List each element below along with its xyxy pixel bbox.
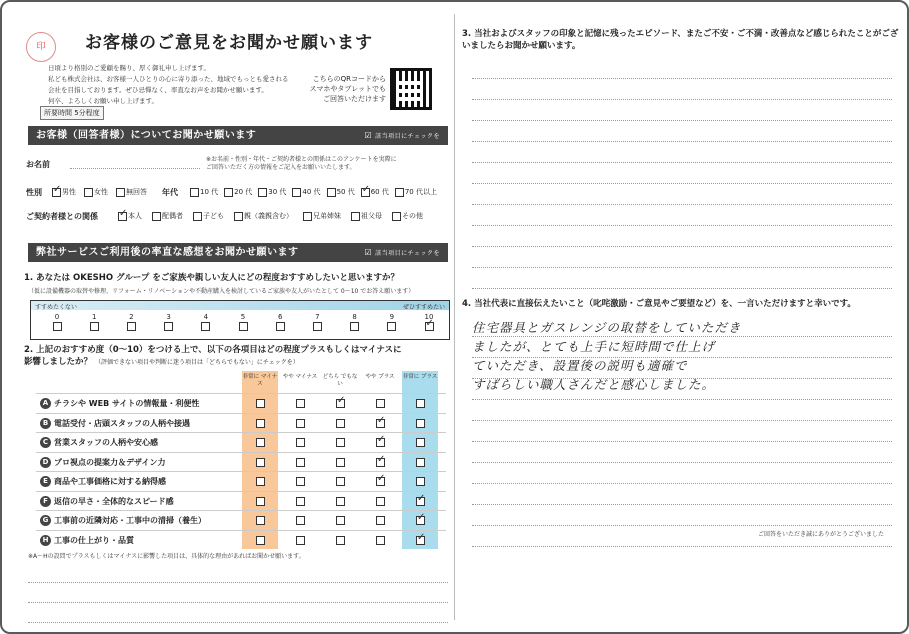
answer-line-q4[interactable]	[472, 504, 892, 505]
relation-option[interactable]	[392, 211, 423, 221]
relation-options	[118, 211, 423, 221]
name-label: お名前	[26, 160, 50, 169]
answer-line-q3[interactable]	[472, 204, 892, 205]
handwritten-line: すばらしい職人さんだと感心しました。	[472, 377, 716, 392]
age-options	[190, 187, 437, 197]
time-badge: 所要時間 5分程度	[40, 106, 104, 120]
relation-checkbox[interactable]	[234, 212, 243, 221]
scale-checkbox[interactable]	[350, 322, 359, 331]
rating-checkbox[interactable]	[376, 477, 385, 486]
rating-checkbox[interactable]	[256, 477, 265, 486]
rating-checkbox[interactable]	[256, 536, 265, 545]
answer-line-q4[interactable]	[472, 357, 892, 358]
scale-item[interactable]	[84, 313, 104, 331]
rating-row-text: 営業スタッフの人柄や安心感	[54, 438, 158, 447]
age-option[interactable]	[224, 187, 252, 197]
scale-right-label: ぜひすすめたい	[402, 304, 445, 311]
rating-checkbox[interactable]	[296, 458, 305, 467]
section-note: ☑ 該当項目にチェックを	[364, 243, 440, 263]
rating-checkbox[interactable]	[256, 419, 265, 428]
rating-header: 非常に プラス	[402, 374, 438, 380]
rating-checkbox[interactable]	[256, 497, 265, 506]
relation-option[interactable]	[351, 211, 382, 221]
answer-line-q3[interactable]	[472, 288, 892, 289]
rating-checkbox[interactable]	[416, 458, 425, 467]
answer-line-q4[interactable]	[472, 525, 892, 526]
rating-checkbox[interactable]	[376, 497, 385, 506]
question-2-title-cont: 影響しましたか？	[24, 357, 93, 367]
question-2	[24, 344, 448, 369]
answer-line-q3[interactable]	[472, 246, 892, 247]
rating-checkbox[interactable]	[296, 438, 305, 447]
rating-row-label	[40, 418, 190, 429]
rating-checkbox[interactable]	[336, 438, 345, 447]
gender-option-label: 女性	[94, 188, 108, 196]
qr-text-line: こちらのQRコードから	[312, 75, 386, 83]
age-option-label: 30 代	[268, 188, 287, 196]
relation-checkbox[interactable]	[392, 212, 401, 221]
rating-row-text: 電話受付・店頭スタッフの人柄や接遇	[54, 418, 190, 428]
scale-value: 3	[166, 313, 171, 321]
relation-option[interactable]	[152, 211, 183, 221]
gender-option[interactable]	[116, 187, 147, 197]
age-checkbox[interactable]	[258, 188, 267, 197]
question-3: 3. 当社およびスタッフの印象と記憶に残ったエピソード、またご不安・ご不満・改善点など感じられたことがございましたらお聞かせ願います。	[462, 29, 899, 51]
scale-value: 6	[277, 313, 283, 321]
age-option[interactable]	[361, 187, 389, 197]
age-option-label: 10 代	[200, 188, 219, 196]
rating-checkbox[interactable]	[336, 477, 345, 486]
rating-key-icon: B	[40, 418, 51, 429]
rating-checkbox[interactable]	[416, 399, 425, 408]
name-note	[206, 156, 446, 172]
answer-line-q3[interactable]	[472, 78, 892, 79]
rating-row-label	[40, 496, 174, 507]
age-option[interactable]	[258, 187, 286, 197]
age-checkbox[interactable]	[361, 188, 370, 197]
question-1-sub: （仮に設備機器の取替や修理、リフォーム・リノベーションや不動産購入を検討しているご家族や友人がいたとして 0〜10 でお答え願います）	[28, 288, 415, 295]
comment-line[interactable]	[28, 622, 448, 623]
answer-line-q4[interactable]	[472, 336, 892, 337]
page-divider	[454, 14, 455, 620]
rating-checkbox[interactable]	[376, 419, 385, 428]
scale-checkbox[interactable]	[387, 322, 396, 331]
scale-item[interactable]	[345, 313, 365, 331]
qr-text-line: ご回答いただけます	[323, 95, 386, 103]
comment-line[interactable]	[28, 602, 448, 603]
rating-checkbox[interactable]	[416, 438, 425, 447]
question-1-title: 1. あなたは OKESHO グループ をご家族や親しい友人にどの程度おすすめしたいと思いますか？	[24, 273, 399, 283]
rating-checkbox[interactable]	[416, 536, 425, 545]
scale-checkbox[interactable]	[164, 322, 173, 331]
rating-header: どちら でもない	[322, 374, 358, 387]
relation-option-label: 子ども	[203, 212, 224, 220]
rating-row-text: 工事前の近隣対応・工事中の清掃（養生）	[54, 516, 206, 525]
scale-item[interactable]	[382, 313, 402, 331]
qr-code-icon[interactable]	[390, 68, 432, 110]
rating-checkbox[interactable]	[416, 419, 425, 428]
rating-row	[36, 432, 446, 452]
intro-line: 私ども株式会社は、お客様一人ひとりの心に寄り添った、地域でもっとも愛される	[48, 75, 289, 83]
handwritten-line: ましたが、とても上手に短時間で仕上げ	[472, 339, 716, 354]
qr-text	[306, 74, 386, 104]
handwritten-line: 住宅器具とガスレンジの取替をしていただき	[472, 320, 742, 335]
rating-checkbox[interactable]	[336, 458, 345, 467]
name-note-line: ※お名前・性別・年代・ご契約者様との関係はこのアンケートを実際に	[206, 156, 397, 163]
rating-row	[36, 393, 446, 413]
relation-checkbox[interactable]	[351, 212, 360, 221]
scale-checkbox[interactable]	[313, 322, 322, 331]
answer-line-q4[interactable]	[472, 378, 892, 379]
age-option-label: 20 代	[234, 188, 253, 196]
age-option[interactable]	[292, 187, 320, 197]
scale-value: 10	[424, 313, 434, 321]
rating-checkbox[interactable]	[416, 497, 425, 506]
scale-value: 9	[389, 313, 395, 321]
rating-row-text: 商品や工事価格に対する納得感	[54, 477, 166, 486]
scale-item[interactable]	[159, 313, 179, 331]
intro-line: 日頃より格別のご愛顧を賜り、厚く御礼申し上げます。	[48, 64, 210, 72]
rating-header: やや マイナス	[282, 374, 318, 380]
question-1	[24, 272, 448, 284]
scale-item[interactable]	[233, 313, 253, 331]
rating-checkbox[interactable]	[296, 477, 305, 486]
scale-checkbox[interactable]	[276, 322, 285, 331]
relation-option[interactable]	[234, 211, 293, 221]
scale-left-label: すすめたくない	[35, 304, 78, 311]
age-checkbox[interactable]	[190, 188, 199, 197]
rating-row-text: 返信の早さ・全体的なスピード感	[54, 496, 174, 506]
intro-line: 会社を目指しております。ぜひ忌憚なく、率直なお声をお聞かせ願います。	[48, 86, 268, 94]
rating-checkbox[interactable]	[296, 497, 305, 506]
rating-checkbox[interactable]	[296, 536, 305, 545]
right-page	[462, 6, 898, 628]
rating-checkbox[interactable]	[336, 419, 345, 428]
scale-item[interactable]	[47, 313, 67, 331]
rating-checkbox[interactable]	[296, 516, 305, 525]
scale-value: 4	[203, 313, 209, 321]
scale-value: 0	[54, 313, 60, 321]
scale-checkbox[interactable]	[53, 322, 62, 331]
rating-row	[36, 471, 446, 491]
rating-checkbox[interactable]	[376, 516, 385, 525]
rating-row-label	[40, 515, 206, 526]
rating-checkbox[interactable]	[416, 477, 425, 486]
section-band-service	[28, 243, 448, 262]
scale-checkbox[interactable]	[90, 322, 99, 331]
answer-line-q4[interactable]	[472, 546, 892, 547]
relation-checkbox[interactable]	[118, 212, 127, 221]
relation-option-label: 親（義親含む）	[244, 212, 293, 220]
comment-line[interactable]	[28, 582, 448, 583]
rating-checkbox[interactable]	[376, 458, 385, 467]
rating-checkbox[interactable]	[336, 497, 345, 506]
rating-key-icon: A	[40, 398, 51, 409]
scale-item[interactable]	[270, 313, 290, 331]
section-note: ☑ 該当項目にチェックを	[364, 126, 440, 146]
section-title: 弊社サービスご利用後の率直な感想をお聞かせ願います	[36, 247, 299, 258]
gender-option[interactable]	[84, 187, 108, 197]
answer-line-q3[interactable]	[472, 141, 892, 142]
thanks-text: ご回答をいただき誠にありがとうございました	[757, 531, 884, 538]
answer-line-q3[interactable]	[472, 225, 892, 226]
gender-label: 性別	[26, 188, 42, 197]
gender-option-label: 無回答	[126, 188, 147, 196]
rating-key-icon: H	[40, 535, 51, 546]
rating-row-label	[40, 457, 165, 468]
scale-value: 7	[315, 313, 320, 321]
answer-line-q3[interactable]	[472, 162, 892, 163]
relation-checkbox[interactable]	[303, 212, 312, 221]
age-option-label: 60 代	[370, 188, 389, 196]
answer-line-q4[interactable]	[472, 462, 892, 463]
age-option[interactable]	[190, 187, 218, 197]
rating-key-icon: E	[40, 476, 51, 487]
rating-row-label	[40, 437, 158, 448]
intro-text	[48, 63, 298, 107]
answer-line-q4[interactable]	[472, 399, 892, 400]
left-page	[10, 6, 448, 628]
answer-line-q3[interactable]	[472, 120, 892, 121]
gender-checkbox[interactable]	[84, 188, 93, 197]
handwritten-answer[interactable]	[472, 318, 892, 394]
rating-row-label	[40, 398, 199, 409]
relation-option-label: 祖父母	[361, 212, 382, 220]
rating-checkbox[interactable]	[336, 516, 345, 525]
rating-key-icon: G	[40, 515, 51, 526]
gender-checkbox[interactable]	[52, 188, 61, 197]
rating-checkbox[interactable]	[256, 516, 265, 525]
scale-item[interactable]	[307, 313, 327, 331]
scale-item[interactable]	[196, 313, 216, 331]
relation-option[interactable]	[118, 211, 142, 221]
rating-row-label	[40, 476, 166, 487]
scale-bar	[31, 301, 449, 310]
rating-checkbox[interactable]	[256, 458, 265, 467]
answer-line-q3[interactable]	[472, 183, 892, 184]
age-checkbox[interactable]	[292, 188, 301, 197]
name-field[interactable]	[70, 168, 200, 169]
rating-row	[36, 452, 446, 472]
rating-key-icon: F	[40, 496, 51, 507]
age-option[interactable]	[395, 187, 437, 197]
rating-row	[36, 491, 446, 511]
rating-row-label	[40, 535, 134, 546]
relation-option-label: 配偶者	[162, 212, 183, 220]
rating-checkbox[interactable]	[336, 399, 345, 408]
footnote: ※A〜Hの設問でプラスもしくはマイナスに影響した項目は、具体的な理由があればお聞かせ願います。	[28, 553, 305, 560]
relation-checkbox[interactable]	[193, 212, 202, 221]
rating-header: 非常に マイナス	[242, 374, 278, 387]
rating-row-text: チラシや WEB サイトの情報量・利便性	[54, 399, 200, 408]
question-2-title: 2. 上記のおすすめ度（0〜10）をつける上で、以下の各項目はどの程度プラスもしくはマイナスに	[24, 345, 402, 355]
rating-key-icon: D	[40, 457, 51, 468]
scale-value: 8	[352, 313, 357, 321]
question-2-title-2	[24, 356, 448, 369]
relation-checkbox[interactable]	[152, 212, 161, 221]
rating-checkbox[interactable]	[256, 438, 265, 447]
gender-option-label: 男性	[62, 188, 76, 196]
rating-checkbox[interactable]	[296, 419, 305, 428]
rating-header: やや プラス	[365, 374, 395, 380]
age-option-label: 50 代	[336, 188, 355, 196]
section-title: お客様（回答者様）についてお聞かせ願います	[36, 130, 257, 141]
age-checkbox[interactable]	[395, 188, 404, 197]
relation-option[interactable]	[303, 211, 341, 221]
relation-option-label: その他	[402, 212, 423, 220]
age-option-label: 40 代	[302, 188, 321, 196]
answer-line-q3[interactable]	[472, 99, 892, 100]
answer-line-q4[interactable]	[472, 483, 892, 484]
scale-value: 1	[91, 313, 97, 321]
question-4: 4. 当社代表に直接伝えたいこと（叱咤激励・ご意見やご要望など）を、一言いただけますと幸いです。	[462, 299, 856, 309]
rating-row	[36, 530, 446, 550]
rating-checkbox[interactable]	[376, 536, 385, 545]
handwritten-line: ていただき、設置後の説明も適確で	[472, 358, 688, 373]
gender-checkbox[interactable]	[116, 188, 125, 197]
scale-checkbox[interactable]	[239, 322, 248, 331]
rating-checkbox[interactable]	[256, 399, 265, 408]
page-title: お客様のご意見をお聞かせ願います	[85, 33, 373, 53]
scale-checkbox[interactable]	[425, 322, 434, 331]
scale-checkbox[interactable]	[201, 322, 210, 331]
gender-option[interactable]	[52, 187, 76, 197]
age-option-label: 70 代以上	[404, 188, 437, 196]
age-label: 年代	[162, 188, 178, 197]
scale-value: 2	[129, 313, 134, 321]
stamp-icon: 印	[26, 32, 56, 62]
relation-label: ご契約者様との関係	[26, 212, 98, 221]
scale-checkbox[interactable]	[127, 322, 136, 331]
rating-checkbox[interactable]	[416, 516, 425, 525]
rating-checkbox[interactable]	[376, 438, 385, 447]
rating-row-text: 工事の仕上がり・品質	[54, 535, 134, 545]
age-option[interactable]	[327, 187, 355, 197]
rating-key-icon: C	[40, 437, 51, 448]
rating-row	[36, 510, 446, 530]
recommend-scale	[30, 300, 450, 340]
section-band-respondent	[28, 126, 448, 145]
rating-checkbox[interactable]	[376, 399, 385, 408]
answer-line-q4[interactable]	[472, 420, 892, 421]
question-2-sub: （評価できない項目や判断に迷う項目は「どちらでもない」にチェックを）	[94, 359, 299, 366]
relation-option-label: 兄弟姉妹	[313, 212, 341, 220]
scale-value: 5	[240, 313, 246, 321]
rating-row-text: プロ視点の提案力＆デザイン力	[54, 457, 166, 467]
answer-line-q3[interactable]	[472, 267, 892, 268]
age-checkbox[interactable]	[327, 188, 336, 197]
gender-options	[52, 187, 147, 197]
age-checkbox[interactable]	[224, 188, 233, 197]
qr-text-line: スマホやタブレットでも	[309, 85, 386, 93]
answer-line-q4[interactable]	[472, 441, 892, 442]
relation-option-label: 本人	[128, 212, 142, 220]
rating-checkbox[interactable]	[296, 399, 305, 408]
rating-checkbox[interactable]	[336, 536, 345, 545]
scale-item[interactable]	[419, 313, 439, 331]
name-note-line: ご回答いただく方の情報をご記入をお願いいたします。	[206, 164, 356, 171]
relation-option[interactable]	[193, 211, 224, 221]
scale-item[interactable]	[121, 313, 141, 331]
intro-line: 何卒、よろしくお願い申し上げます。	[48, 97, 158, 105]
rating-row	[36, 413, 446, 433]
